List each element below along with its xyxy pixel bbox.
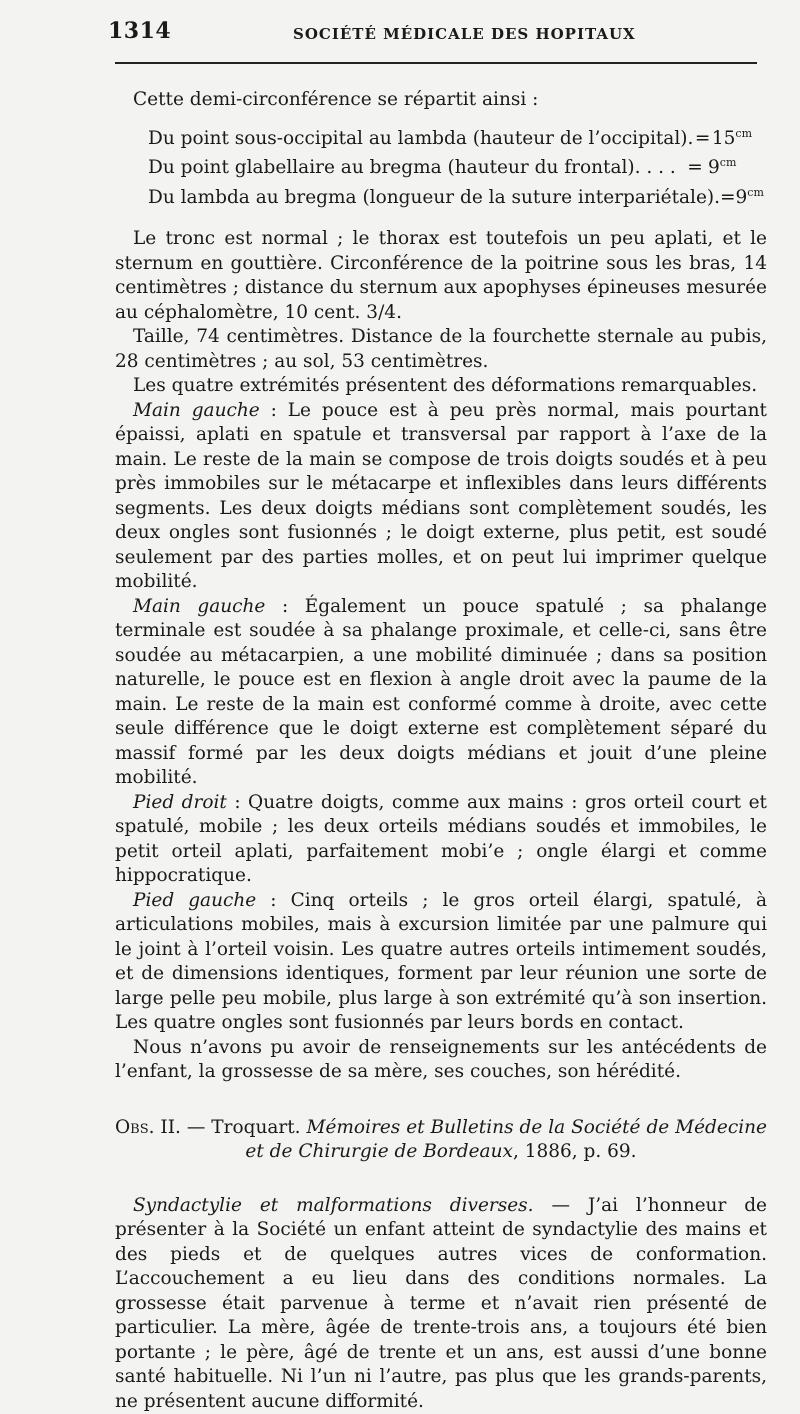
measurement-value xyxy=(708,151,752,181)
measurement-row xyxy=(148,151,752,181)
value-unit: cm xyxy=(735,126,752,140)
equals-sign: = xyxy=(694,127,711,149)
equals-sign: = xyxy=(720,186,736,208)
header-rule xyxy=(115,62,757,64)
paragraph-text: : Quatre doigts, comme aux mains : gros orteil court et spatulé, mobile ; les deux orteils médians soudés et immobiles, le petit orteil aplati, parfaitement mobi’e ; ongle élargi et comme hippocratique. xyxy=(115,791,767,887)
paragraph-left-hand xyxy=(115,399,767,595)
observation-label: Obs. II. xyxy=(115,1116,181,1138)
equals-sign: = xyxy=(687,157,703,179)
observation-source-rest: , 1886, p. 69. xyxy=(512,1141,637,1163)
measurement-label: Du point sous-occipital au lambda (hauteur de l’occipital). xyxy=(148,127,694,149)
value-unit: cm xyxy=(719,156,737,170)
paragraph-text: : Le pouce est à peu près normal, mais pourtant épaissi, aplati en spatule et transversal par rapport à l’axe de la main. Le reste de la main se compose de trois doigts soudés et à peu près immobiles sur le métacarpe et inflexibles dans leurs différents segments. Les deux doigts médians sont complètement soudés, les deux ongles sont fusionnés ; le doigt externe, plus petit, est soudé seulement par des parties molles, et on peut lui imprimer quelque mobilité. xyxy=(115,399,767,593)
page-number: 1314 xyxy=(108,18,172,44)
paragraph-text: — J’ai l’honneur de présenter à la Société un enfant atteint de syndactylie des mains et des pieds et de quelques autres vices de conformation. L’accouchement a eu lieu dans des conditions normales. La grossesse était parvenue à terme et n’avait rien présenté de particulier. La mère, âgée de trente-trois ans, a toujours été bien portante ; le père, âgé de trente et un ans, est aussi d’une bonne santé habituelle. Ni l’un ni l’autre, pas plus que les grands-parents, ne présentent aucune difformité. xyxy=(115,1194,767,1412)
section-label: Main gauche xyxy=(133,399,260,421)
value-number: 9 xyxy=(708,157,720,179)
value-number: 15 xyxy=(711,127,736,149)
observation-source-title: Mémoires et Bulletins de la Société de Médecine et de Chirurgie de Bordeaux xyxy=(245,1116,767,1163)
measurement-row xyxy=(148,181,764,211)
section-label: Pied droit xyxy=(133,791,227,813)
measurement-label: Du lambda au bregma (longueur de la suture interpariétale). xyxy=(148,186,720,208)
paragraph-height: Taille, 74 centimètres. Distance de la fourchette sternale au pubis, 28 centimètres ; au sol, 53 centimètres. xyxy=(115,326,767,372)
paragraph-right-foot xyxy=(115,791,767,889)
section-label: Pied gauche xyxy=(133,889,257,911)
observation-reference xyxy=(115,1116,767,1165)
measurement-value xyxy=(712,122,752,152)
paragraph-extremities: Les quatre extrémités présentent des déformations remarquables. xyxy=(133,375,758,397)
measurement-list xyxy=(148,122,764,211)
measurement-row xyxy=(148,122,752,152)
paragraph-text: : Également un pouce spatulé ; sa phalange terminale est soudée à sa phalange proximale, et celle-ci, sans être soudée au métacarpien, a une mobilité diminuée ; dans sa position naturelle, le pouce est en flexion à angle droit avec la paume de la main. Le reste de la main est conformé comme à droite, avec cette seule différence que le doigt externe est complètement séparé du massif formé par les deux doigts médians et jouit d’une pleine mobilité. xyxy=(115,595,768,789)
section-label: Syndactylie et malformations diverses. xyxy=(133,1194,534,1216)
running-header xyxy=(108,18,758,48)
section-label: Main gauche xyxy=(133,595,266,617)
page-body xyxy=(115,88,767,1414)
intro-line: Cette demi-circonférence se répartit ainsi : xyxy=(133,89,539,110)
paragraph-syndactyly xyxy=(115,1194,767,1414)
paragraph-left-hand-2 xyxy=(115,595,767,791)
value-unit: cm xyxy=(747,185,764,199)
measurement-label: Du point glabellaire au bregma (hauteur du frontal). . . . xyxy=(148,157,676,179)
paragraph-trunk: Le tronc est normal ; le thorax est toutefois un peu aplati, et le sternum en gouttière. Circonférence de la poitrine sous les bras, 14 centimètres ; distance du sternum aux apophyses épineuses mesurée au céphalomètre, 10 cent. 3/4. xyxy=(115,228,767,323)
paragraph-text: : Cinq orteils ; le gros orteil élargi, spatulé, à articulations mobiles, mais à excursion limitée par une palmure qui le joint à l’orteil voisin. Les quatre autres orteils intimement soudés, et de dimensions identiques, forment par leur réunion une sorte de large pelle peu mobile, plus large à son extrémité qu’à son insertion. Les quatre ongles sont fusionnés par leurs bords en contact. xyxy=(115,889,768,1034)
observation-author: — Troquart. xyxy=(180,1116,307,1138)
paragraph-history: Nous n’avons pu avoir de renseignements sur les antécédents de l’enfant, la grossesse de sa mère, ses couches, son hérédité. xyxy=(115,1036,767,1083)
value-number: 9 xyxy=(735,186,748,208)
paragraph-left-foot xyxy=(115,889,767,1036)
measurement-value xyxy=(736,181,764,211)
running-title: SOCIÉTÉ MÉDICALE DES HOPITAUX xyxy=(293,25,636,43)
